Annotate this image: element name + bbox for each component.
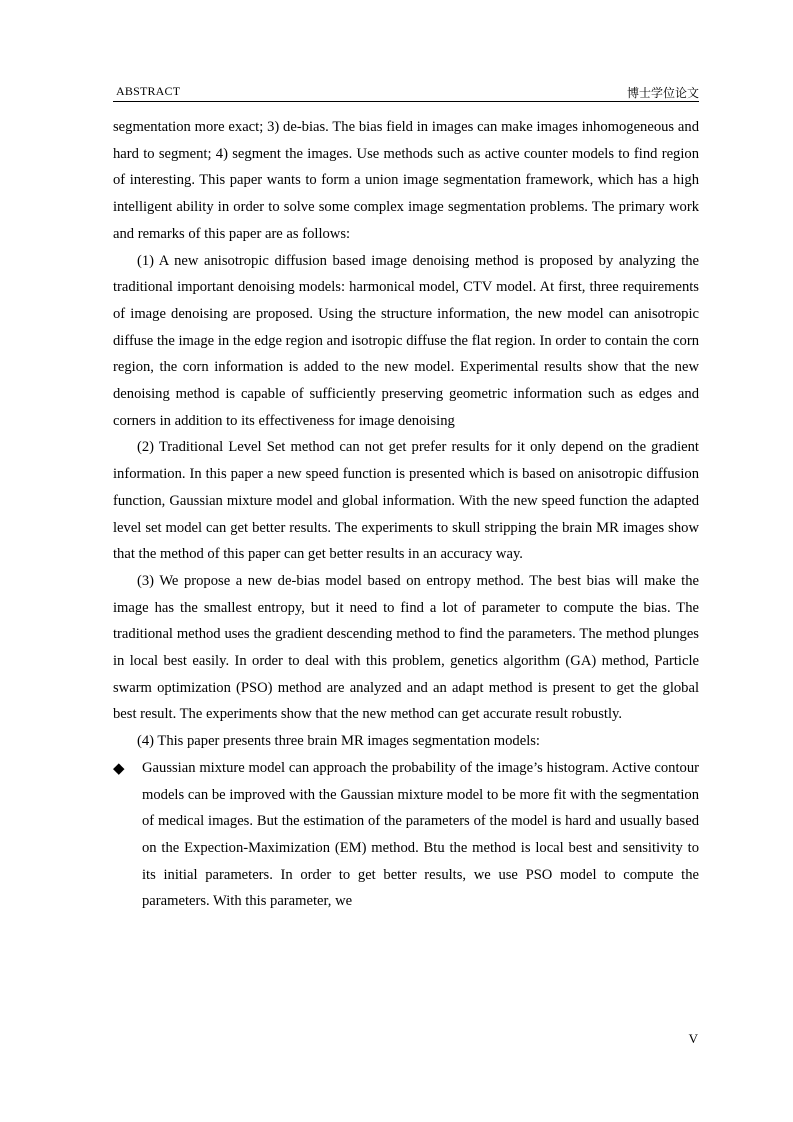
bullet-list xyxy=(113,755,699,915)
page-number: V xyxy=(688,1031,698,1046)
bullet-item xyxy=(113,755,699,915)
paragraph-item-1: (1) A new anisotropic diffusion based image denoising method is proposed by analyzing the traditional important denoising models: harmonical model, CTV model. At first, three requirements of image denoising are proposed. Using the structure information, the new model can anisotropic diffuse the image in the edge region and isotropic diffuse the flat region. In order to contain the corn region, the corn information is added to the new model. Experimental results show that the new denoising method is capable of sufficiently preserving geometric information such as edges and corners in addition to its effectiveness for image denoising xyxy=(113,252,699,429)
paragraph-item-2: (2) Traditional Level Set method can not get prefer results for it only depend on the gradient information. In this paper a new speed function is presented which is based on anisotropic diffusion function, Gaussian mixture model and global information. With the new speed function the adapted level set model can get better results. The experiments to skull stripping the brain MR images show that the method of this paper can get better results in an accuracy way. xyxy=(113,439,699,563)
paragraph-intro: segmentation more exact; 3) de-bias. The bias field in images can make images inhomogeneous and hard to segment; 4) segment the images. Use methods such as active counter models to find region of interesting. This paper wants to form a union image segmentation framework, which has a high intelligent ability in order to solve some complex image segmentation problems. The primary work and remarks of this paper are as follows: xyxy=(113,119,699,242)
page-header xyxy=(113,84,699,102)
paragraph-item-3: (3) We propose a new de-bias model based on entropy method. The best bias will make the image has the smallest entropy, but it need to find a lot of parameter to compute the bias. The traditional method uses the gradient descending method to find the parameters. The method plunges in local best easily. In order to deal with this problem, genetics algorithm (GA) method, Particle swarm optimization (PSO) method are analyzed and an adapt method is present to get the global best result. The experiments show that the new method can get accurate result robustly. xyxy=(113,572,699,723)
diamond-bullet-icon: ◆ xyxy=(113,758,125,777)
header-thesis-label: 博士学位论文 xyxy=(626,86,699,100)
bullet-text: Gaussian mixture model can approach the probability of the image’s histogram. Active contour models can be improved with the Gaussian mixture model to be more fit with the segmentation of medical images. But the estimation of the parameters of the model is hard and usually based on the Expection-Maximization (EM) method. Btu the method is local best and sensitivity to its initial parameters. In order to get better results, we use PSO model to compute the parameters. With this parameter, we xyxy=(142,759,699,910)
page-body xyxy=(113,114,699,915)
paragraph-item-4: (4) This paper presents three brain MR images segmentation models: xyxy=(137,733,540,750)
header-section-title: ABSTRACT xyxy=(116,84,181,98)
header-rule xyxy=(113,101,699,102)
